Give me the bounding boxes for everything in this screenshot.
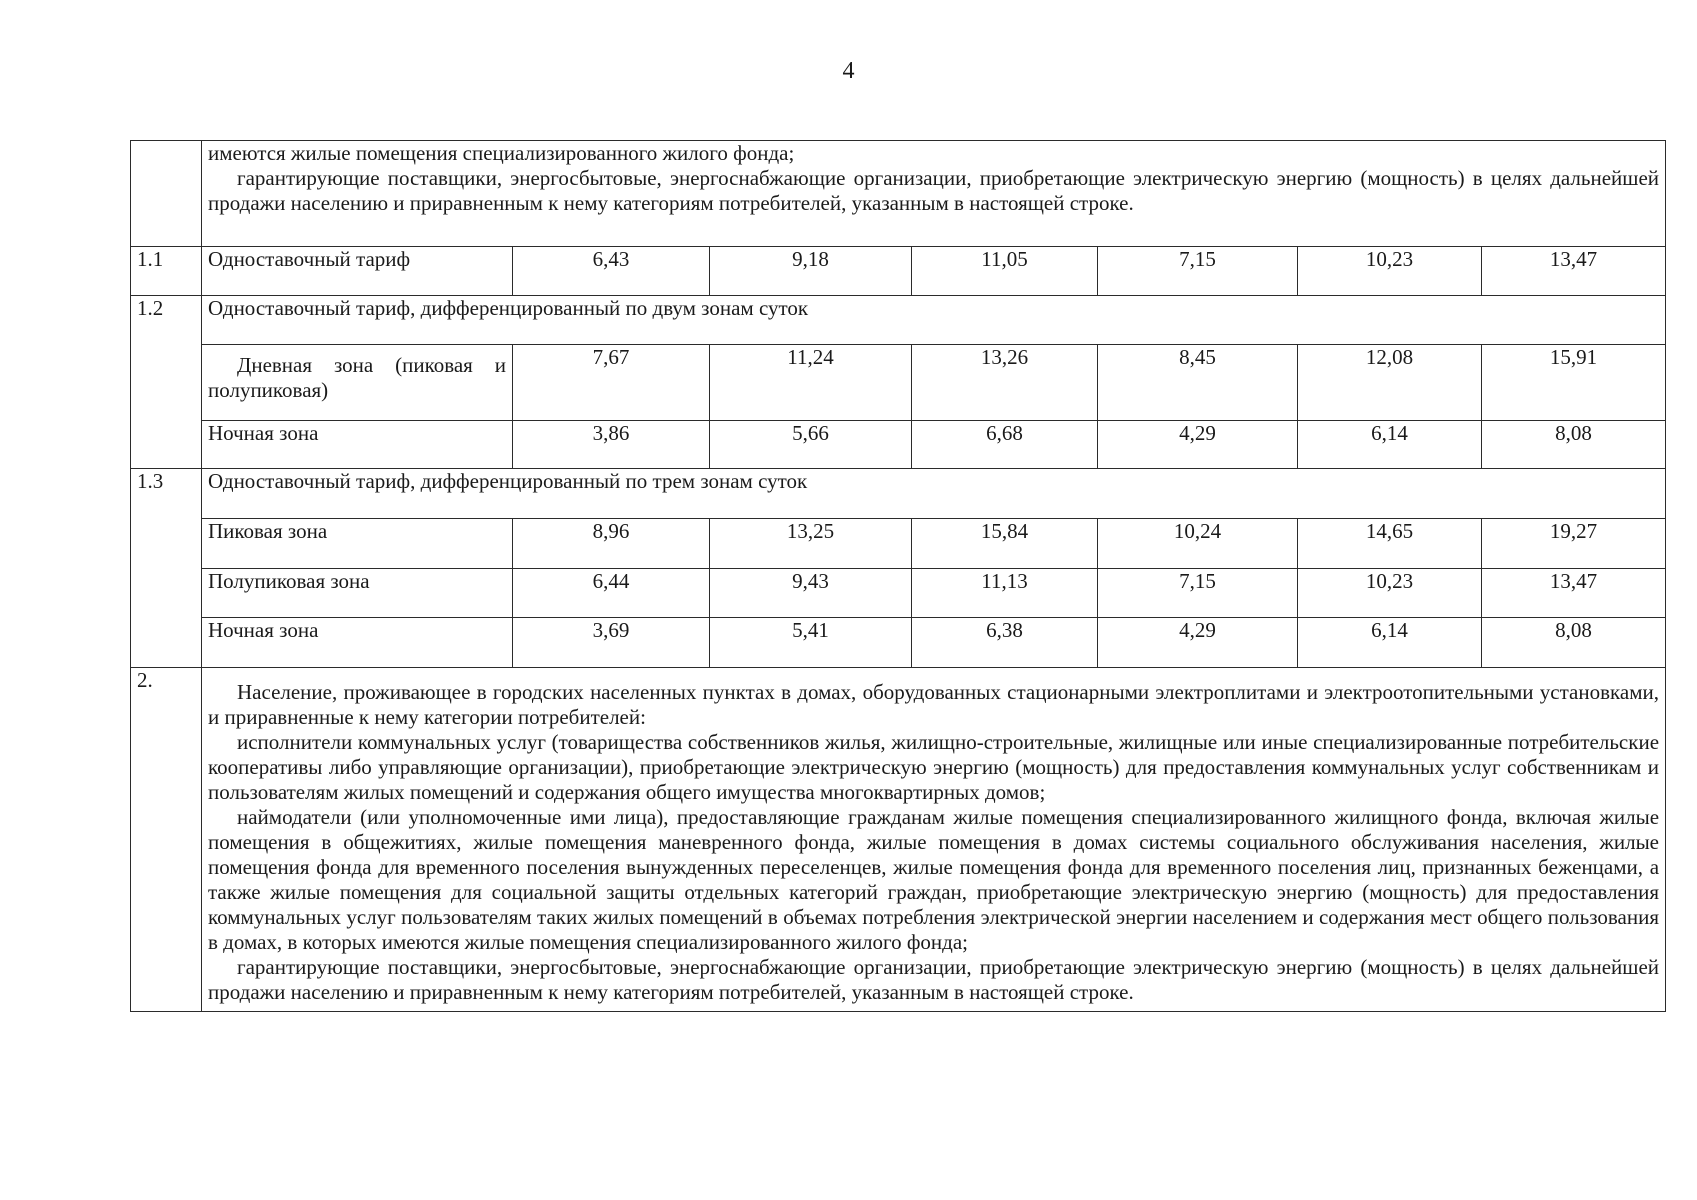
table-row-1-2-day — [131, 345, 1666, 421]
tariff-value: 8,96 — [513, 519, 710, 569]
tariff-zone-name: Полупиковая зона — [202, 569, 513, 618]
tariff-group-title: Одноставочный тариф, дифференцированный по трем зонам суток — [202, 469, 1666, 519]
tariff-value: 11,24 — [710, 345, 912, 421]
table-row-1-3-peak — [131, 519, 1666, 569]
tariff-value: 7,67 — [513, 345, 710, 421]
tariff-value: 10,23 — [1298, 569, 1482, 618]
continuation-text-cell — [202, 141, 1666, 247]
tariff-value: 11,05 — [912, 247, 1098, 296]
tariff-value: 7,15 — [1098, 247, 1298, 296]
tariff-zone-name: Ночная зона — [202, 618, 513, 668]
table-row-2 — [131, 668, 1666, 1012]
page-number: 4 — [842, 58, 855, 84]
tariff-value: 13,26 — [912, 345, 1098, 421]
tariff-value: 5,66 — [710, 421, 912, 469]
tariff-value: 7,15 — [1098, 569, 1298, 618]
tariff-value: 6,14 — [1298, 618, 1482, 668]
tariff-value: 9,43 — [710, 569, 912, 618]
row-number: 1.2 — [131, 296, 202, 469]
tariff-value: 13,25 — [710, 519, 912, 569]
tariff-value: 10,23 — [1298, 247, 1482, 296]
table-row-1-1 — [131, 247, 1666, 296]
tariff-zone-name: Дневная зона (пиковая и полупиковая) — [202, 345, 513, 421]
tariff-value: 6,68 — [912, 421, 1098, 469]
tariff-value: 19,27 — [1482, 519, 1666, 569]
category-description-cell — [202, 668, 1666, 1012]
tariff-value: 8,08 — [1482, 421, 1666, 469]
tariff-value: 13,47 — [1482, 247, 1666, 296]
row-number: 1.3 — [131, 469, 202, 668]
tariff-value: 8,08 — [1482, 618, 1666, 668]
tariff-value: 10,24 — [1098, 519, 1298, 569]
paragraph: гарантирующие поставщики, энергосбытовые, энергоснабжающие организации, приобретающие электрическую энергию (мощность) в целях дальнейшей продажи населению и приравненным к нему категориям потребителей, указанным в настоящей строке. — [208, 166, 1660, 215]
tariff-name: Одноставочный тариф — [202, 247, 513, 296]
tariff-value: 14,65 — [1298, 519, 1482, 569]
tariff-value: 12,08 — [1298, 345, 1482, 421]
tariff-value: 4,29 — [1098, 618, 1298, 668]
paragraph: исполнители коммунальных услуг (товарищества собственников жилья, жилищно-строительные, жилищные или иные специализированные потребительские кооперативы либо управляющие организации), приобретающие электрическую энергию (мощность) для предоставления коммунальных услуг собственникам и пользователям жилых помещений и содержания общего имущества многоквартирных домов; — [208, 730, 1660, 804]
paragraph: наймодатели (или уполномоченные ими лица), предоставляющие гражданам жилые помещения специализированного жилищного фонда, включая жилые помещения в общежитиях, жилые помещения маневренного фонда, жилые помещения в домах системы социального обслуживания населения, жилые помещения фонда для временного поселения вынужденных переселенцев, жилые помещения фонда для временного поселения лиц, признанных беженцами, а также жилые помещения для социальной защиты отдельных категорий граждан, приобретающие электрическую энергию (мощность) для предоставления коммунальных услуг пользователям таких жилых помещений в объемах потребления электрической энергии населением и содержания мест общего пользования в домах, в которых имеются жилые помещения специализированного жилого фонда; — [208, 805, 1660, 954]
table-row-1-3-semipeak — [131, 569, 1666, 618]
tariff-value: 9,18 — [710, 247, 912, 296]
tariff-value: 15,91 — [1482, 345, 1666, 421]
table-row-1-2-night — [131, 421, 1666, 469]
row-number: 1.1 — [131, 247, 202, 296]
tariff-value: 6,38 — [912, 618, 1098, 668]
paragraph: гарантирующие поставщики, энергосбытовые, энергоснабжающие организации, приобретающие электрическую энергию (мощность) в целях дальнейшей продажи населению и приравненным к нему категориям потребителей, указанным в настоящей строке. — [208, 955, 1660, 1004]
tariff-value: 5,41 — [710, 618, 912, 668]
tariff-value: 15,84 — [912, 519, 1098, 569]
table-row-1-3 — [131, 469, 1666, 519]
tariff-value: 6,44 — [513, 569, 710, 618]
tariff-value: 6,43 — [513, 247, 710, 296]
tariff-value: 6,14 — [1298, 421, 1482, 469]
tariff-value: 4,29 — [1098, 421, 1298, 469]
table-row-1-3-night — [131, 618, 1666, 668]
tariff-value: 3,86 — [513, 421, 710, 469]
tariff-value: 11,13 — [912, 569, 1098, 618]
tariff-zone-name: Пиковая зона — [202, 519, 513, 569]
row-number: 2. — [131, 668, 202, 1012]
table-row-continuation — [131, 141, 1666, 247]
paragraph: Население, проживающее в городских населенных пунктах в домах, оборудованных стационарными электроплитами и электроотопительными установками, и приравненные к нему категории потребителей: — [208, 680, 1660, 729]
tariff-table — [130, 140, 1666, 1012]
row-number-cell — [131, 141, 202, 247]
table-row-1-2 — [131, 296, 1666, 345]
tariff-value: 3,69 — [513, 618, 710, 668]
tariff-value: 13,47 — [1482, 569, 1666, 618]
tariff-value: 8,45 — [1098, 345, 1298, 421]
tariff-group-title: Одноставочный тариф, дифференцированный по двум зонам суток — [202, 296, 1666, 345]
tariff-zone-name: Ночная зона — [202, 421, 513, 469]
paragraph: имеются жилые помещения специализированного жилого фонда; — [208, 141, 795, 165]
